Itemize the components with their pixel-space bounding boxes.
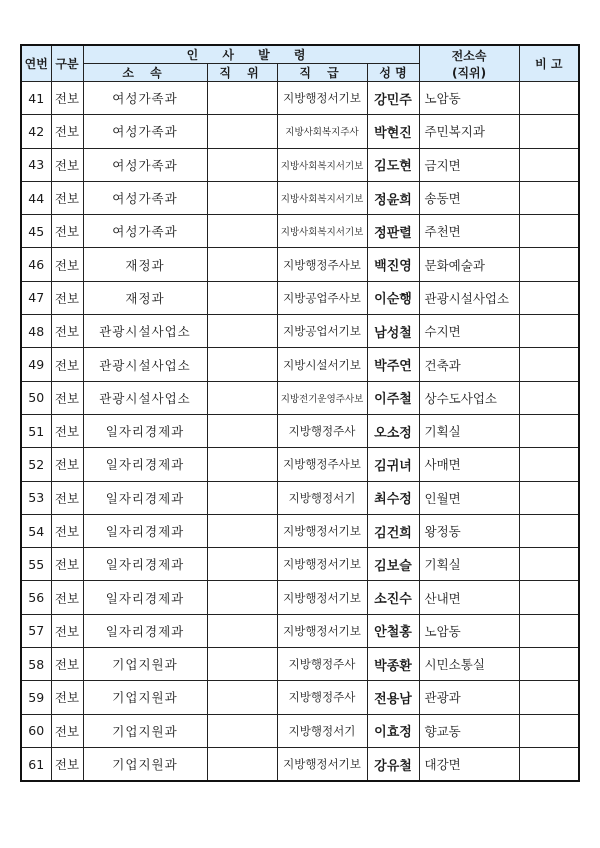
row-name: 김도현	[367, 148, 419, 181]
row-dept: 관광시설사업소	[83, 348, 207, 381]
row-grade: 지방행정주사보	[277, 448, 367, 481]
row-dept: 여성가족과	[83, 148, 207, 181]
row-type: 전보	[51, 215, 83, 248]
table-header	[21, 45, 579, 82]
row-name: 박종환	[367, 648, 419, 681]
row-position	[207, 681, 277, 714]
row-number: 57	[21, 614, 51, 647]
row-position	[207, 514, 277, 547]
row-remark	[519, 581, 579, 614]
row-number: 47	[21, 281, 51, 314]
row-type: 전보	[51, 648, 83, 681]
row-number: 52	[21, 448, 51, 481]
row-type: 전보	[51, 281, 83, 314]
row-type: 전보	[51, 548, 83, 581]
row-previous-dept: 사매면	[419, 448, 519, 481]
row-previous-dept: 주천면	[419, 215, 519, 248]
row-type: 전보	[51, 414, 83, 447]
row-previous-dept: 건축과	[419, 348, 519, 381]
row-remark	[519, 648, 579, 681]
row-name: 이주철	[367, 381, 419, 414]
row-position	[207, 148, 277, 181]
row-previous-dept: 수지면	[419, 315, 519, 348]
row-type: 전보	[51, 348, 83, 381]
row-name: 박현진	[367, 115, 419, 148]
row-dept: 관광시설사업소	[83, 315, 207, 348]
row-number: 48	[21, 315, 51, 348]
row-name: 김귀녀	[367, 448, 419, 481]
row-grade: 지방행정주사	[277, 414, 367, 447]
header-position: 직 위	[207, 64, 277, 82]
row-remark	[519, 714, 579, 747]
row-type: 전보	[51, 248, 83, 281]
row-previous-dept: 상수도사업소	[419, 381, 519, 414]
row-position	[207, 115, 277, 148]
row-remark	[519, 115, 579, 148]
table-row	[21, 281, 579, 314]
row-dept: 여성가족과	[83, 215, 207, 248]
row-name: 오소정	[367, 414, 419, 447]
row-previous-dept: 관광과	[419, 681, 519, 714]
header-grade: 직 급	[277, 64, 367, 82]
table-row	[21, 148, 579, 181]
row-previous-dept: 대강면	[419, 747, 519, 781]
row-name: 최수정	[367, 481, 419, 514]
row-number: 56	[21, 581, 51, 614]
row-grade: 지방사회복지서기보	[277, 181, 367, 214]
row-remark	[519, 315, 579, 348]
row-remark	[519, 514, 579, 547]
row-position	[207, 714, 277, 747]
row-name: 전용남	[367, 681, 419, 714]
row-number: 42	[21, 115, 51, 148]
row-dept: 관광시설사업소	[83, 381, 207, 414]
table-row	[21, 381, 579, 414]
table-row	[21, 648, 579, 681]
header-type: 구분	[51, 45, 83, 82]
table-row	[21, 348, 579, 381]
row-remark	[519, 448, 579, 481]
table-row	[21, 548, 579, 581]
row-previous-dept: 금지면	[419, 148, 519, 181]
row-number: 50	[21, 381, 51, 414]
row-number: 58	[21, 648, 51, 681]
row-number: 59	[21, 681, 51, 714]
row-previous-dept: 문화예술과	[419, 248, 519, 281]
table-row	[21, 181, 579, 214]
row-previous-dept: 기획실	[419, 414, 519, 447]
header-remark: 비 고	[519, 45, 579, 82]
row-name: 소진수	[367, 581, 419, 614]
table-row	[21, 747, 579, 781]
row-position	[207, 82, 277, 115]
row-number: 51	[21, 414, 51, 447]
row-remark	[519, 281, 579, 314]
row-previous-dept: 향교동	[419, 714, 519, 747]
table-row	[21, 82, 579, 115]
row-type: 전보	[51, 714, 83, 747]
row-name: 박주연	[367, 348, 419, 381]
row-previous-dept: 인월면	[419, 481, 519, 514]
row-position	[207, 648, 277, 681]
row-previous-dept: 송동면	[419, 181, 519, 214]
row-position	[207, 614, 277, 647]
row-grade: 지방행정주사	[277, 648, 367, 681]
row-name: 정윤희	[367, 181, 419, 214]
row-type: 전보	[51, 681, 83, 714]
row-grade: 지방행정서기보	[277, 548, 367, 581]
row-grade: 지방전기운영주사보	[277, 381, 367, 414]
table-row	[21, 215, 579, 248]
row-previous-dept: 시민소통실	[419, 648, 519, 681]
row-dept: 일자리경제과	[83, 448, 207, 481]
row-position	[207, 448, 277, 481]
row-name: 안철홍	[367, 614, 419, 647]
row-number: 60	[21, 714, 51, 747]
row-dept: 일자리경제과	[83, 414, 207, 447]
row-name: 이순행	[367, 281, 419, 314]
row-remark	[519, 248, 579, 281]
row-dept: 일자리경제과	[83, 514, 207, 547]
row-number: 41	[21, 82, 51, 115]
table-row	[21, 481, 579, 514]
row-grade: 지방사회복지주사	[277, 115, 367, 148]
row-position	[207, 181, 277, 214]
row-position	[207, 381, 277, 414]
row-number: 49	[21, 348, 51, 381]
row-dept: 기업지원과	[83, 747, 207, 781]
row-remark	[519, 747, 579, 781]
table-row	[21, 581, 579, 614]
row-grade: 지방행정서기	[277, 714, 367, 747]
row-remark	[519, 215, 579, 248]
row-grade: 지방시설서기보	[277, 348, 367, 381]
row-remark	[519, 548, 579, 581]
row-dept: 일자리경제과	[83, 548, 207, 581]
row-position	[207, 548, 277, 581]
row-grade: 지방행정주사	[277, 681, 367, 714]
row-type: 전보	[51, 614, 83, 647]
row-type: 전보	[51, 381, 83, 414]
header-no: 연번	[21, 45, 51, 82]
header-previous-dept-line1: 전소속	[451, 48, 487, 63]
table-row	[21, 414, 579, 447]
row-number: 54	[21, 514, 51, 547]
table-row	[21, 315, 579, 348]
row-type: 전보	[51, 481, 83, 514]
row-remark	[519, 181, 579, 214]
row-dept: 재정과	[83, 281, 207, 314]
table-row	[21, 115, 579, 148]
row-grade: 지방행정서기보	[277, 514, 367, 547]
row-type: 전보	[51, 82, 83, 115]
row-grade: 지방행정서기보	[277, 614, 367, 647]
row-dept: 일자리경제과	[83, 581, 207, 614]
row-grade: 지방공업주사보	[277, 281, 367, 314]
row-position	[207, 348, 277, 381]
row-remark	[519, 681, 579, 714]
row-type: 전보	[51, 115, 83, 148]
row-dept: 기업지원과	[83, 681, 207, 714]
table-row	[21, 448, 579, 481]
row-dept: 여성가족과	[83, 115, 207, 148]
row-name: 강민주	[367, 82, 419, 115]
row-position	[207, 581, 277, 614]
row-grade: 지방사회복지서기보	[277, 215, 367, 248]
row-remark	[519, 148, 579, 181]
row-previous-dept: 왕정동	[419, 514, 519, 547]
row-type: 전보	[51, 448, 83, 481]
row-name: 김보슬	[367, 548, 419, 581]
row-dept: 여성가족과	[83, 181, 207, 214]
row-name: 이효정	[367, 714, 419, 747]
row-grade: 지방공업서기보	[277, 315, 367, 348]
row-remark	[519, 614, 579, 647]
row-dept: 일자리경제과	[83, 614, 207, 647]
row-dept: 기업지원과	[83, 714, 207, 747]
row-remark	[519, 481, 579, 514]
row-name: 김건희	[367, 514, 419, 547]
row-number: 43	[21, 148, 51, 181]
header-appointment: 인 사 발 령	[83, 45, 419, 64]
row-name: 남성철	[367, 315, 419, 348]
row-grade: 지방행정서기보	[277, 747, 367, 781]
row-position	[207, 315, 277, 348]
row-number: 55	[21, 548, 51, 581]
table-row	[21, 714, 579, 747]
row-dept: 여성가족과	[83, 82, 207, 115]
row-type: 전보	[51, 148, 83, 181]
row-position	[207, 747, 277, 781]
row-previous-dept: 주민복지과	[419, 115, 519, 148]
table-row	[21, 514, 579, 547]
row-previous-dept: 관광시설사업소	[419, 281, 519, 314]
row-type: 전보	[51, 581, 83, 614]
header-previous-dept	[419, 45, 519, 82]
row-dept: 재정과	[83, 248, 207, 281]
personnel-sheet	[20, 44, 578, 782]
row-previous-dept: 기획실	[419, 548, 519, 581]
row-number: 46	[21, 248, 51, 281]
row-dept: 기업지원과	[83, 648, 207, 681]
row-remark	[519, 82, 579, 115]
row-position	[207, 281, 277, 314]
row-remark	[519, 381, 579, 414]
row-remark	[519, 414, 579, 447]
row-name: 정판렬	[367, 215, 419, 248]
row-number: 45	[21, 215, 51, 248]
row-type: 전보	[51, 514, 83, 547]
row-grade: 지방행정주사보	[277, 248, 367, 281]
row-previous-dept: 노암동	[419, 614, 519, 647]
header-dept: 소 속	[83, 64, 207, 82]
row-name: 강유철	[367, 747, 419, 781]
row-grade: 지방행정서기	[277, 481, 367, 514]
row-grade: 지방사회복지서기보	[277, 148, 367, 181]
row-number: 44	[21, 181, 51, 214]
row-position	[207, 248, 277, 281]
table-row	[21, 681, 579, 714]
row-name: 백진영	[367, 248, 419, 281]
row-previous-dept: 노암동	[419, 82, 519, 115]
row-number: 61	[21, 747, 51, 781]
table-body	[21, 82, 579, 782]
row-position	[207, 481, 277, 514]
header-previous-dept-line2: (직위)	[451, 65, 487, 80]
appointment-table	[20, 44, 580, 782]
row-remark	[519, 348, 579, 381]
table-row	[21, 248, 579, 281]
row-type: 전보	[51, 315, 83, 348]
row-grade: 지방행정서기보	[277, 581, 367, 614]
row-dept: 일자리경제과	[83, 481, 207, 514]
table-row	[21, 614, 579, 647]
row-grade: 지방행정서기보	[277, 82, 367, 115]
row-previous-dept: 산내면	[419, 581, 519, 614]
header-name: 성 명	[367, 64, 419, 82]
row-position	[207, 215, 277, 248]
row-number: 53	[21, 481, 51, 514]
row-type: 전보	[51, 181, 83, 214]
row-type: 전보	[51, 747, 83, 781]
row-position	[207, 414, 277, 447]
